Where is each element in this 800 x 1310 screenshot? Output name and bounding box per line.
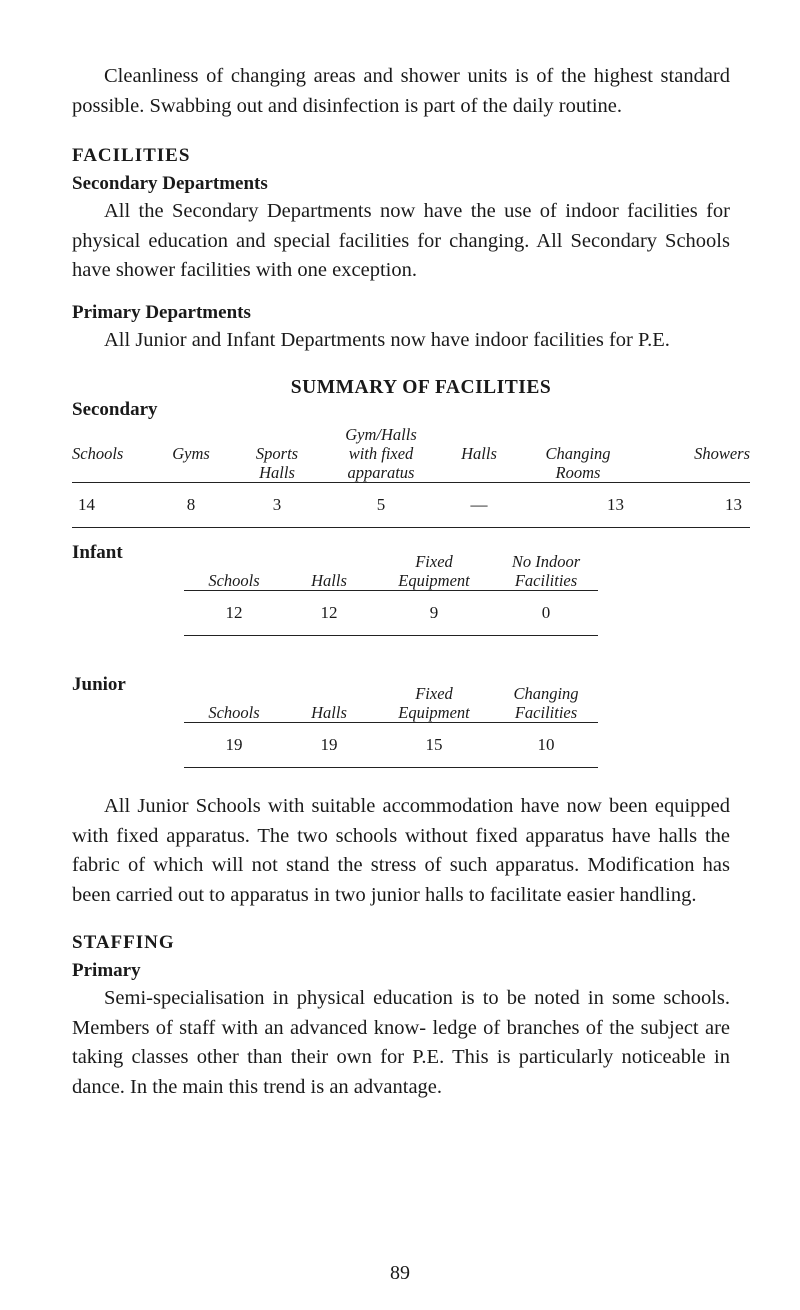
primary-departments-heading: Primary Departments (72, 301, 251, 323)
value-showers: 13 (638, 483, 750, 528)
value-changing-rooms: 13 (518, 483, 638, 528)
secondary-label: Secondary (72, 399, 158, 420)
infant-value-fixed: 9 (374, 591, 494, 636)
header-changing-1: Changing (545, 444, 611, 463)
infant-value-halls: 12 (284, 591, 374, 636)
header-sports-1: Sports (255, 444, 299, 463)
junior-note-paragraph: All Junior Schools with suitable accommodation have now been equipped with fixed apparatus. The two schools without fixed apparatus have halls the fabric of which will not stand the stress of such apparatus. Modification has been carried out to apparatus in two junior halls to facilitate easier handling. (72, 795, 730, 906)
infant-header-halls: Halls (311, 571, 347, 590)
infant-table (184, 552, 598, 636)
value-gyms: 8 (150, 483, 232, 528)
junior-value-changing: 10 (494, 723, 598, 768)
header-schools: Schools (72, 444, 124, 463)
junior-value-schools: 19 (184, 723, 284, 768)
infant-label: Infant (72, 542, 123, 563)
staffing-primary-heading: Primary (72, 960, 141, 981)
secondary-departments-text: All the Secondary Departments now have the use of indoor facilities for physical education and special facilities for changing. All Secondary Schools have shower facilities with one exception. (72, 200, 730, 281)
summary-title: SUMMARY OF FACILITIES (290, 377, 552, 398)
header-sports-2: Halls (259, 463, 295, 482)
junior-block (72, 674, 730, 792)
primary-departments-text: All Junior and Infant Departments now have indoor facilities for P.E. (104, 328, 670, 351)
secondary-table (72, 425, 750, 528)
header-showers: Showers (694, 444, 750, 463)
infant-block (72, 542, 730, 660)
header-changing-2: Rooms (555, 463, 601, 482)
junior-header-changing-1: Changing (513, 684, 579, 703)
value-schools: 14 (72, 483, 150, 528)
intro-paragraph: Cleanliness of changing areas and shower units is of the highest standard possible. Swabbing out and disinfection is part of the daily routine. (72, 65, 730, 117)
staffing-primary-text: Semi-specialisation in physical education is to be noted in some schools. Members of staff with an advanced know- ledge of branches of the subject are taking classes other than their own for P.E. This is particularly noticeable in dance. In the main this trend is an advantage. (72, 987, 730, 1098)
junior-header-fixed-1: Fixed (415, 684, 453, 703)
header-halls: Halls (461, 444, 497, 463)
value-halls: — (440, 483, 518, 528)
junior-header-schools: Schools (208, 703, 260, 722)
junior-header-changing-2: Facilities (514, 703, 578, 722)
infant-header-schools: Schools (208, 571, 260, 590)
header-gymhalls-3: apparatus (347, 463, 415, 482)
junior-table (184, 684, 598, 768)
infant-header-fixed-1: Fixed (415, 552, 453, 571)
secondary-departments-heading: Secondary Departments (72, 173, 268, 194)
junior-header-fixed-2: Equipment (398, 703, 470, 722)
infant-header-noindoor-1: No Indoor (511, 552, 581, 571)
header-gymhalls-2: with fixed (348, 444, 414, 463)
infant-value-noindoor: 0 (494, 591, 598, 636)
junior-label: Junior (72, 674, 126, 695)
document-page (72, 62, 750, 1102)
infant-header-fixed-2: Equipment (398, 571, 470, 590)
junior-header-halls: Halls (311, 703, 347, 722)
staffing-heading: STAFFING (72, 932, 175, 953)
value-sports-halls: 3 (232, 483, 322, 528)
facilities-heading: FACILITIES (72, 145, 191, 166)
infant-value-schools: 12 (184, 591, 284, 636)
junior-value-halls: 19 (284, 723, 374, 768)
value-gymhalls: 5 (322, 483, 440, 528)
page-number: 89 (390, 1262, 410, 1284)
header-gyms: Gyms (172, 444, 210, 463)
infant-header-noindoor-2: Facilities (514, 571, 578, 590)
junior-value-fixed: 15 (374, 723, 494, 768)
header-gymhalls-1: Gym/Halls (345, 425, 417, 444)
